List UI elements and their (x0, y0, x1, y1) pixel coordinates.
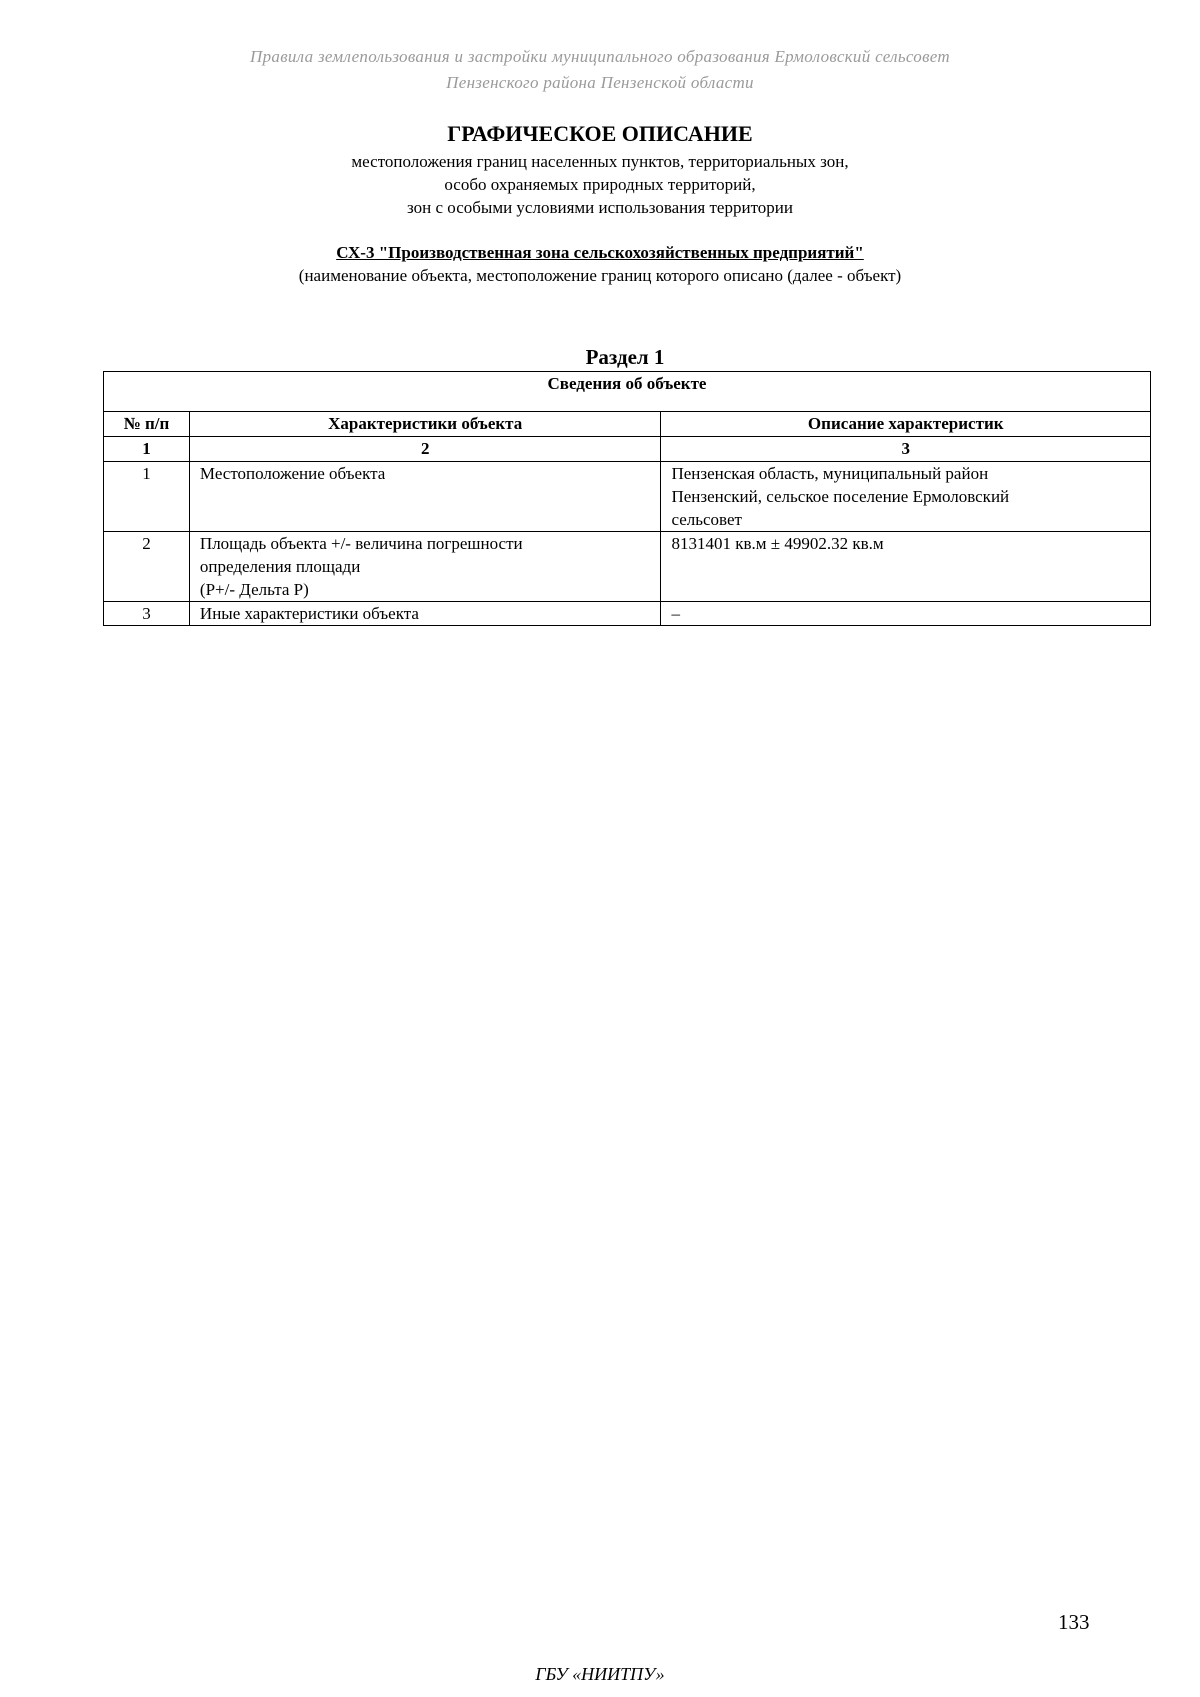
description-line: – (671, 604, 680, 623)
row-characteristic (189, 602, 661, 626)
section-title: Раздел 1 (585, 345, 665, 369)
page-number: 133 (1058, 1610, 1090, 1634)
object-info-table (103, 371, 1151, 626)
characteristic-line: Иные характеристики объекта (199, 604, 419, 623)
header-characteristics: Характеристики объекта (189, 412, 661, 437)
table-header-row (104, 412, 1151, 437)
table-caption-row (104, 372, 1151, 412)
row-number: 2 (104, 532, 190, 602)
description-line: Пензенский, сельское поселение Ермоловский (671, 487, 1010, 506)
column-number-2: 2 (189, 437, 661, 462)
row-number: 3 (104, 602, 190, 626)
characteristic-line: определения площади (199, 557, 361, 576)
column-number-3: 3 (661, 437, 1151, 462)
characteristic-line: Площадь объекта +/- величина погрешности (199, 534, 523, 553)
table-column-numbers-row (104, 437, 1151, 462)
description-line: сельсовет (671, 510, 742, 529)
document-subtitle (0, 150, 1200, 219)
subtitle-line-1: местоположения границ населенных пунктов, территориальных зон, (351, 152, 849, 171)
object-name-text: СХ-3 "Производственная зона сельскохозяйственных предприятий" (336, 243, 864, 262)
row-characteristic (189, 462, 661, 532)
subtitle-line-2: особо охраняемых природных территорий, (444, 175, 756, 194)
description-line: Пензенская область, муниципальный район (671, 464, 989, 483)
row-description (661, 462, 1151, 532)
object-caption: (наименование объекта, местоположение границ которого описано (далее - объект) (298, 266, 902, 285)
row-description (661, 602, 1151, 626)
row-characteristic (189, 532, 661, 602)
running-header-line-2: Пензенского района Пензенской области (446, 73, 754, 92)
table-row (104, 602, 1151, 626)
column-number-1: 1 (104, 437, 190, 462)
characteristic-line: (P+/- Дельта P) (199, 580, 309, 599)
header-description: Описание характеристик (661, 412, 1151, 437)
row-number: 1 (104, 462, 190, 532)
table-caption: Сведения об объекте (104, 372, 1151, 412)
table-row (104, 462, 1151, 532)
table-row (104, 532, 1151, 602)
subtitle-line-3: зон с особыми условиями использования территории (407, 198, 793, 217)
row-description (661, 532, 1151, 602)
header-number: № п/п (104, 412, 190, 437)
characteristic-line: Местоположение объекта (199, 464, 386, 483)
description-line: 8131401 кв.м ± 49902.32 кв.м (671, 534, 884, 553)
running-footer: ГБУ «НИИТПУ» (535, 1664, 665, 1684)
object-name (0, 242, 1200, 264)
running-header-line-1: Правила землепользования и застройки муниципального образования Ермоловский сельсовет (250, 47, 950, 66)
running-header (0, 44, 1200, 96)
document-title: ГРАФИЧЕСКОЕ ОПИСАНИЕ (447, 121, 753, 146)
